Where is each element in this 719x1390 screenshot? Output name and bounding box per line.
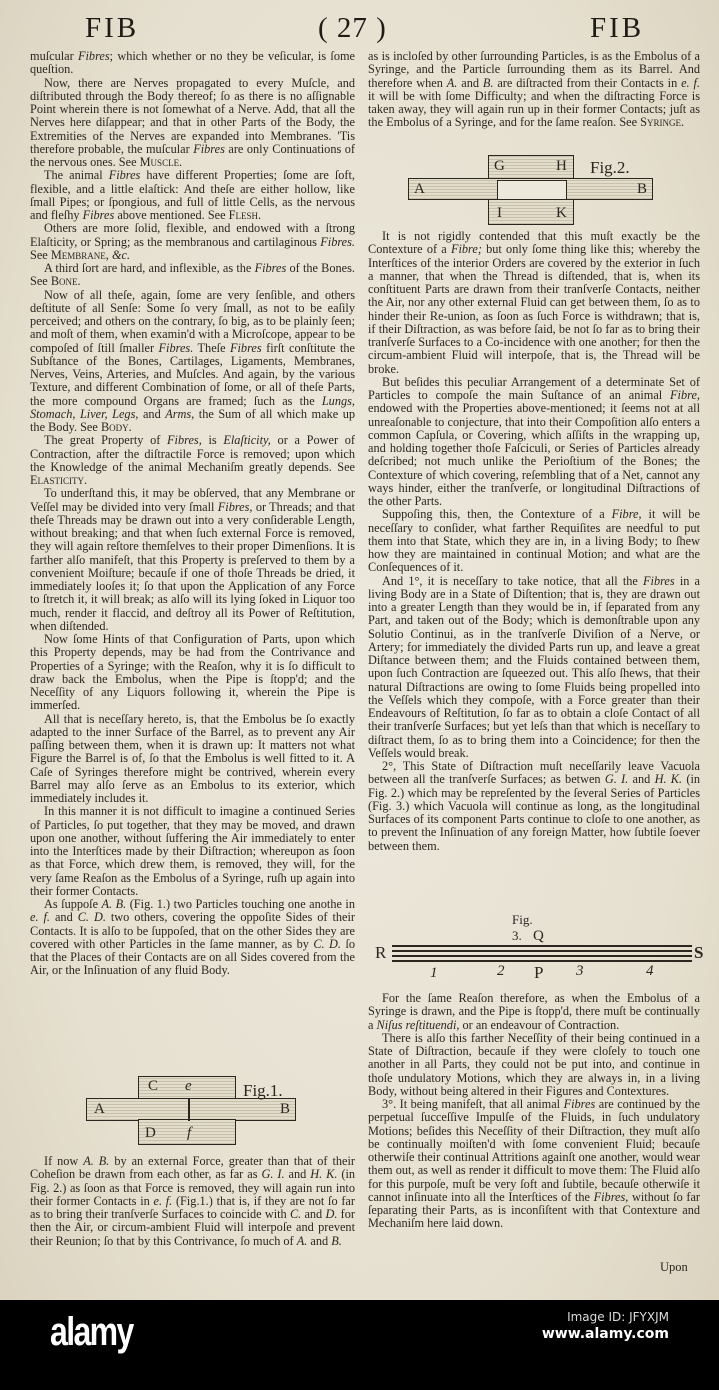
italic-term: Arms,: [165, 406, 195, 421]
fig3-label-3: 3: [576, 963, 584, 979]
text-run: are only Continuations of the nervous ones. See: [30, 141, 356, 169]
text-run: Now, there are Nerves propagated to every Muſcle, and diſtributed through the Body thereof; ſo as there is no aſſignable Point wherein there is not ſomewhat of a Nerve. Add, that all the Nerves here diſappear; and that in other Parts of the Body, the Extremities of the Nerves are expanded into Membranes. 'Tis therefore probable, the muſcular: [30, 75, 355, 156]
cross-reference: Membrane: [50, 247, 106, 262]
paragraph: [368, 760, 700, 853]
right-column-text-middle: [368, 230, 700, 853]
italic-term: e. f.: [681, 75, 700, 90]
paragraph: [30, 222, 355, 262]
text-run: firſt conſtitute the Subſtance of the Bones, Cartilages, Ligaments, Membranes, Nerves, Veins, Arteries, and Muſcles. And again, by the various Texture, and different Combination of ſome, or all of theſe Parts, the more compound Organs are framed; ſuch as the: [30, 340, 355, 408]
page-number: ( 27 ): [318, 12, 387, 44]
text-run: and: [457, 75, 483, 90]
text-run: or a Power of Contraction, after the diſtractile Force is removed; upon which the Knowledge of the animal Mechaniſm greatly depends. See: [30, 433, 355, 474]
italic-term: A.: [296, 1233, 308, 1248]
paragraph: [30, 434, 355, 487]
italic-term: A. B.: [101, 897, 127, 911]
left-column-text-bottom: [30, 1155, 355, 1248]
text-run: For the ſame Reaſon therefore, as when the Embolus of a Syringe is drawn, and the Pipe is ſtopp'd, there muſt be continually a: [368, 991, 700, 1032]
watermark-url: www.alamy.com: [541, 1326, 669, 1342]
text-run: Theſe: [193, 340, 230, 355]
text-run: 3°. It being manifeſt, that all animal: [382, 1097, 564, 1111]
text-run: of the Bones. See: [30, 261, 355, 289]
text-run: it will be neceſſary to conſider, what farther Requiſites are needful to put them into that State, which they are in, in a living Body; to ſhew how they are maintained in continual Motion; and what are the Conſequences of it.: [368, 507, 700, 575]
italic-term: H. K.: [654, 772, 683, 787]
image-id: Image ID: JFYXJM: [567, 1310, 669, 1324]
paragraph: [30, 169, 355, 222]
text-run: and: [301, 1207, 326, 1221]
fig2-label-i: I: [497, 205, 502, 221]
italic-term: B.: [482, 75, 494, 90]
fig3-label-4: 4: [646, 963, 654, 979]
italic-term: C. D.: [313, 936, 341, 951]
paragraph: [368, 50, 700, 130]
fig2-label-k: K: [556, 205, 567, 221]
text-run: are continued by the perpetual ſucceſſive Impulſe of the Fluids, in ſuch undulatory Motions; beſides this Neceſſity of their Diſtraction, they muſt alſo be continually moiſten'd with ſome convenient Fluid; becauſe otherwiſe their continual Attritions againſt one another, would wear them out, as well as render it difficult to move them: The Fluid alſo for this purpoſe, muſt be very ſoft and ſubtile, becauſe otherwiſe it cannot inſinuate into all the Interſtices of the: [368, 1097, 700, 1204]
italic-term: Elaſticity,: [223, 433, 271, 448]
italic-term: Fibres: [82, 208, 115, 222]
running-head-left: FIB: [85, 12, 140, 44]
text-run: without ſo far ſeparating their Parts, as is inconſiſtent with that Contexture and Mechaniſm here laid down.: [368, 1189, 700, 1231]
text-run: 2°, This State of Diſtraction muſt neceſſarily leave Vacuola between all the tranſverſe Surfaces; as betwen: [368, 759, 700, 787]
fig2-label-h: H: [556, 158, 567, 174]
text-run: ,: [105, 247, 112, 262]
cross-reference: Bone.: [50, 274, 81, 289]
text-run: for then the Air, or circum-ambient Fluid will interpoſe and prevent their Reunion; ſo that by this Contrivance, ſo much of: [30, 1207, 355, 1248]
fig3-label-s: S: [694, 943, 704, 962]
paragraph: [368, 376, 700, 509]
cross-reference: Syringe.: [640, 115, 685, 130]
italic-term: Fibres: [193, 141, 225, 156]
text-run: (in Fig. 2.) as ſoon as that Force is removed, they will again run into their former Contacts in: [30, 1167, 356, 1208]
paragraph: [30, 50, 355, 77]
text-run: Suppoſing this, then, the Contexture of a: [382, 507, 612, 522]
text-run: Others are more ſolid, flexible, and endowed with a ſtrong Elaſticity, or Spring; as the membranous and cartilaginous: [30, 221, 355, 249]
text-run: in a living Body are in a State of Diſtention; that is, they are drawn out into a greater Length than they would be in, if ſeparated from any Part, and taken out of the Body; which is demonſtrable upon any Solutio Continui, as in the tranſverſe Diviſion of a Nerve, or Artery; for immediately the divided Parts run up, and leave a great Diſtance between them; and the Fluids contained between them, upon ſuch Contraction are ſqueezed out. This alſo ſhews, that their natural Diſtractions are owing to ſome Fluids being propelled into the Veſſels which they compoſe, with a Force greater than their Endeavours of Reſtitution, ſo far as to obtain a cloſe Contact of all their tranſverſe Surfaces; but yet leſs than that which is neceſſary to diſtract them, ſo as to bring them into a Coincidence; for then the Veſſels would break.: [368, 573, 700, 760]
text-run: And 1°, it is neceſſary to take notice, that all the: [382, 573, 644, 588]
italic-term: Niſus reſtituendi,: [376, 1017, 460, 1032]
fig3-label-r: R: [375, 943, 387, 962]
text-run: (Fig.1.) that is, if they are not ſo far as to bring their tranſverſe Surfaces to coincide with: [30, 1193, 355, 1221]
fig1-label-b: B: [280, 1101, 291, 1117]
text-run: Now of all theſe, again, ſome are very ſenſible, and others deſtitute of all Senſe: Some ſo very ſmall, as not to be eaſily perceived; and others on the contrary, ſo big, as to be plainly ſeen; and moſt of them, when examin'd with a Microſcope, appear to be compoſed of ſtill ſmaller: [30, 287, 355, 355]
text-run: by an external Force, greater than that of their Coheſion be drawn from each other, as far as: [30, 1154, 355, 1182]
fig3-particle-series-line: [392, 945, 692, 947]
alamy-logo: alamy: [50, 1310, 133, 1354]
italic-term: Fibre,: [670, 388, 700, 402]
cross-reference: Flesh.: [228, 208, 262, 222]
italic-term: Fibres,: [167, 433, 202, 448]
paragraph: [30, 713, 355, 806]
italic-term: Fibres.: [320, 234, 355, 249]
text-run: Now ſome Hints of that Configuration of Parts, upon which this Property depends, may be had from the Contrivance and Properties of a Syringe; with the Reaſon, why it is ſo difficult to draw back the Embolus, when the Pipe is ſtopp'd; and the Neceſſity of any Liquors following it, wherein the Pipe is immerſed.: [30, 632, 355, 713]
fig3-particle-series-line: [392, 960, 692, 962]
italic-term: Fibres: [254, 261, 287, 275]
italic-term: C.: [289, 1207, 302, 1221]
italic-term: Fibres.: [158, 340, 194, 355]
fig3-label-2: 2: [497, 963, 505, 979]
italic-term: D.: [325, 1207, 338, 1221]
italic-term: Fibres: [643, 573, 675, 588]
text-run: two others, covering the oppoſite Sides of their Contacts. It is alſo to be ſuppoſed, that on the other Sides they are covered with other Particles in the ſame manner, as by: [30, 910, 355, 951]
paragraph: [30, 77, 355, 170]
paragraph: [368, 230, 700, 376]
right-column-text-top: [368, 50, 700, 130]
text-run: The animal: [44, 168, 109, 183]
text-run: (in Fig. 2.) which may be repreſented by the ſeveral Series of Particles (Fig. 3.) which Vacuola will continue as long, as the longitudinal Surfaces of its component Parts continue to cloſe to one another, as to prevent the Inſinuation of any foreign Matter, how ſubtile ſoever between them.: [368, 772, 701, 853]
paragraph: [30, 805, 355, 898]
paragraph: [30, 898, 355, 978]
fig3-caption: Fig. 3.: [512, 912, 533, 943]
fig1-contact-line: [188, 1098, 190, 1121]
text-run: (Fig. 1.) two Particles touching one anothe in: [126, 897, 355, 911]
fig1-caption: Fig.1.: [243, 1081, 283, 1100]
paragraph: [30, 1155, 355, 1248]
text-run: but only ſome thing like this; whereby the Interſtices of the interior Orders are covered by the exterior in ſuch a manner, that when the Thread is diſtended, that is, when its conſtituent Parts are drawn from their tranſverſe Contacts, neither the Air, nor any other external Fluid can get between them, ſo as to hinder their Re-union, as ſoon as ſuch Force is withdrawn; that is, if their Diſtraction, as was before ſaid, be not ſo far as to bring their tranſverſe Surfaces to a Co-incidence with one another; for then the circum-ambient Fluid will interpoſe, that is, the Thread will be broke.: [368, 242, 700, 376]
paragraph: [368, 508, 700, 574]
text-run: It is not rigidly contended that this muſt exactly be the Contexture of a: [368, 229, 700, 257]
paragraph: [368, 1032, 700, 1098]
italic-term: Lungs, Stomach, Liver, Legs,: [30, 393, 355, 421]
paragraph: [30, 289, 355, 435]
fig3-particle-series-line: [392, 955, 692, 957]
text-run: and: [307, 1233, 332, 1248]
left-column-text-top: [30, 50, 355, 978]
cross-reference: Elasticity.: [30, 473, 88, 487]
paragraph: [368, 992, 700, 1032]
italic-term: e. f.: [153, 1193, 173, 1208]
running-head-right: FIB: [590, 12, 645, 44]
italic-term: Fibres: [230, 340, 262, 355]
text-run: have different Properties; ſome are ſoft, flexible, and a little elaſtick: And theſe are either hollow, like ſmall Pipes; or ſpongious, and full of little Cells, as the nervous and fleſhy: [30, 168, 355, 222]
fig3-label-q: Q: [533, 928, 544, 944]
fig3-label-p: P: [534, 963, 544, 982]
fig1-particles-ab: [86, 1098, 296, 1121]
text-run: muſcular: [30, 49, 78, 63]
italic-term: e. f.: [30, 910, 50, 925]
italic-term: G. I.: [604, 772, 629, 787]
text-run: If now: [44, 1154, 84, 1168]
italic-term: G. I.: [261, 1167, 285, 1182]
italic-term: B.: [331, 1233, 342, 1248]
italic-term: Fibres,: [593, 1189, 629, 1204]
fig1-label-a: A: [94, 1101, 105, 1117]
text-run: But beſides this peculiar Arrangement of a determinate Set of Particles to compoſe the main Suſtance of an animal: [368, 374, 700, 402]
paragraph: [30, 633, 355, 713]
italic-term: &c.: [111, 247, 131, 262]
text-run: and: [628, 772, 655, 787]
fig1-label-d: D: [145, 1125, 156, 1141]
text-run: See: [30, 247, 51, 262]
text-run: and: [284, 1167, 311, 1182]
text-run: ; which whether or no they be veſicular, is ſome queſtion.: [30, 49, 355, 77]
fig1-label-c: C: [148, 1078, 159, 1094]
text-run: To underſtand this, it may be obſerved, that any Membrane or Veſſel may be divided into very ſmall: [30, 486, 355, 514]
fig2-label-g: G: [494, 158, 505, 174]
text-run: ſo that the Places of their Contacts are on all Sides covered from the Air, or the Inſinuation of any fluid Body.: [30, 936, 356, 978]
text-run: or an endeavour of Contraction.: [459, 1017, 620, 1032]
text-run: In this manner it is not difficult to imagine a continued Series of Particles, ſo put together, that they may be moved, and drawn upon one another, without ſuffering the Air immediately to enter into the Interſtices made by their Diſtraction; whereupon as ſoon as that Force, which drew them, is removed, they will, for the very ſame Reaſon as the Embolus of a Syringe, ruſh up again into their former Contacts.: [30, 804, 355, 898]
text-run: The great Property of: [44, 433, 168, 448]
fig3-particle-series-line: [392, 950, 692, 952]
catchword: Upon: [660, 1260, 688, 1274]
cross-reference: Body.: [100, 420, 132, 434]
paragraph: [30, 487, 355, 633]
fig3-label-1: 1: [430, 965, 438, 981]
text-run: above mentioned. See: [114, 208, 229, 222]
text-run: As ſuppoſe: [44, 897, 102, 911]
right-column-text-bottom: [368, 992, 700, 1231]
fig2-caption: Fig.2.: [590, 158, 630, 177]
text-run: and: [50, 910, 78, 925]
text-run: are diſtracted from their Contacts in: [493, 75, 682, 90]
paragraph: [368, 575, 700, 761]
text-run: as is incloſed by other ſurrounding Particles, is as the Embolus of a Syringe, and the Particle ſurrounding them as its Barrel. And therefore when: [368, 49, 700, 90]
fig2-label-a: A: [414, 181, 425, 197]
italic-term: A. B.: [83, 1154, 110, 1168]
cross-reference: Muscle.: [139, 155, 183, 169]
text-run: or Threads; and that theſe Threads may be drawn out into a very conſiderable Length, without breaking; and that when ſuch external Force is removed, they will again reſtore themſelves to their proper Dimenſions. It is farther alſo manifeſt, that this Property is preſerved to them by a convenient Moiſture; becauſe if one of thoſe Threads be dried, it immediately looſes it; ſo that upon the Application of any Force to ſtretch it, it will break; as alſo will its lying ſoked in Liquor too much, render it flaccid, and deſtroy all its Power of Reſtitution, when diſtended.: [30, 499, 355, 633]
italic-term: Fibres: [563, 1097, 596, 1111]
italic-term: C. D.: [77, 910, 106, 925]
italic-term: Fibres: [108, 168, 141, 183]
paragraph: [368, 1098, 700, 1231]
text-run: and: [138, 406, 166, 421]
fig2-label-b: B: [637, 181, 648, 197]
italic-term: A.: [446, 75, 458, 90]
fig1-label-e: e: [185, 1078, 192, 1094]
text-run: There is alſo this farther Neceſſity of their being continued in a State of Diſtraction, becauſe if they were cloſely to touch one another in all Parts, they could not be put into, and continue in thoſe undulatory Motions, which they are always in, in a living Body, without being altered in their Figures and Contextures.: [368, 1030, 700, 1098]
italic-term: H. K.: [310, 1167, 338, 1182]
italic-term: Fibres: [78, 49, 110, 63]
watermark-bar: [0, 1300, 719, 1390]
text-run: All that is neceſſary hereto, is, that the Embolus be ſo exactly adapted to the inner Surface of the Barrel, as to prevent any Air paſſing between them, when it is drawn up: It matters not what Figure the Barrel is of, ſo that the Embolus is well fitted to it. A Caſe of Syringes therefore might be contrived, wherein every Barrel may alſo ſerve as an Embolus to its exterior, which immediately includes it.: [30, 711, 355, 805]
text-run: it will be with ſome Difficulty; and when the diſtracting Force is taken away, they will again run up in their former Contacts; juſt as the Embolus of a Syringe, and for the ſame reaſon. See: [368, 88, 700, 130]
text-run: A third ſort are hard, and inflexible, as the: [44, 261, 255, 275]
text-run: the Sum of all which make up the Body. See: [30, 406, 356, 434]
paragraph: [30, 262, 355, 289]
text-run: endowed with the Properties above-mentioned; it ſeems not at all unreaſonable to conjecture, that into their Compoſition alſo enters a common Capſula, or Covering, which aſſiſts in the wrapping up, and holding together thoſe Faſciculi, or Series of Particles already deſcribed; not much unlike the Perioſtium of the Bones; the Contexture of which covering, reſembling that of a Net, cannot any ways hinder, either the tranſverſe, or longitudinal Diſtractions of the other Parts.: [368, 401, 700, 508]
fig2-vacuole: [497, 180, 567, 200]
italic-term: Fibres,: [217, 499, 253, 514]
italic-term: Fibre;: [450, 242, 482, 257]
text-run: is: [201, 433, 224, 448]
italic-term: Fibre,: [611, 507, 642, 522]
fig1-label-f: f: [187, 1125, 192, 1141]
